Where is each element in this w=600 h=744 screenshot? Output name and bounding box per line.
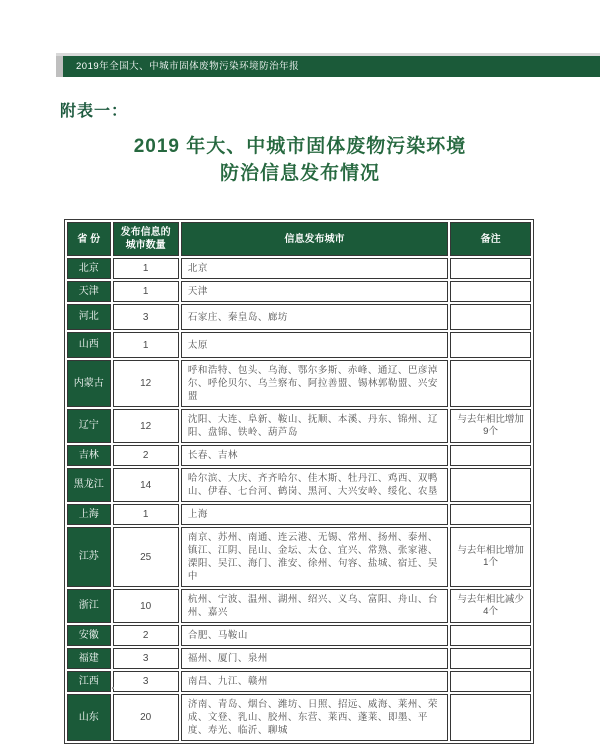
cities-cell: 福州、厦门、泉州 xyxy=(181,648,448,669)
province-cell: 河北 xyxy=(67,304,111,330)
cities-cell: 南京、苏州、南通、连云港、无锡、常州、扬州、泰州、镇江、江阴、昆山、金坛、太仓、宜兴、常熟、张家港、溧阳、吴江、海门、淮安、徐州、句容、盐城、宿迁、吴中 xyxy=(181,527,448,587)
col-header-count: 发布信息的城市数量 xyxy=(113,222,179,256)
table-row xyxy=(67,625,531,646)
cities-cell: 杭州、宁波、温州、湖州、绍兴、义乌、富阳、舟山、台州、嘉兴 xyxy=(181,589,448,623)
remark-cell xyxy=(450,304,531,330)
count-cell: 2 xyxy=(113,625,179,646)
table-row xyxy=(67,527,531,587)
province-cell: 黑龙江 xyxy=(67,468,111,502)
province-cell: 辽宁 xyxy=(67,409,111,443)
count-cell: 25 xyxy=(113,527,179,587)
cities-cell: 沈阳、大连、阜新、鞍山、抚顺、本溪、丹东、锦州、辽阳、盘锦、铁岭、葫芦岛 xyxy=(181,409,448,443)
count-cell: 1 xyxy=(113,281,179,302)
count-cell: 1 xyxy=(113,332,179,358)
count-cell: 12 xyxy=(113,360,179,407)
publication-table xyxy=(64,219,534,744)
remark-cell xyxy=(450,625,531,646)
province-cell: 江苏 xyxy=(67,527,111,587)
count-cell: 2 xyxy=(113,445,179,466)
province-cell: 安徽 xyxy=(67,625,111,646)
province-cell: 天津 xyxy=(67,281,111,302)
count-cell: 1 xyxy=(113,258,179,279)
table-row xyxy=(67,304,531,330)
remark-cell xyxy=(450,648,531,669)
table-row xyxy=(67,671,531,692)
count-cell: 10 xyxy=(113,589,179,623)
province-cell: 北京 xyxy=(67,258,111,279)
publication-table-wrap xyxy=(64,219,534,744)
cities-cell: 北京 xyxy=(181,258,448,279)
remark-cell: 与去年相比增加9个 xyxy=(450,409,531,443)
table-row xyxy=(67,409,531,443)
province-cell: 山东 xyxy=(67,694,111,741)
banner-text: 2019年全国大、中城市固体废物污染环境防治年报 xyxy=(76,61,300,72)
table-row xyxy=(67,332,531,358)
count-cell: 3 xyxy=(113,671,179,692)
col-header-province: 省 份 xyxy=(67,222,111,256)
table-row xyxy=(67,589,531,623)
remark-cell xyxy=(450,694,531,741)
province-cell: 上海 xyxy=(67,504,111,525)
scan-artifact-dot xyxy=(112,687,114,689)
table-row xyxy=(67,648,531,669)
page-title-line2: 防治信息发布情况 xyxy=(219,163,380,184)
province-cell: 吉林 xyxy=(67,445,111,466)
remark-cell xyxy=(450,360,531,407)
table-row xyxy=(67,258,531,279)
annex-label: 附表一： xyxy=(60,103,129,120)
table-row xyxy=(67,445,531,466)
remark-cell: 与去年相比增加1个 xyxy=(450,527,531,587)
remark-cell xyxy=(450,258,531,279)
province-cell: 浙江 xyxy=(67,589,111,623)
report-banner xyxy=(63,56,600,77)
banner-left-tab xyxy=(56,56,63,77)
count-cell: 3 xyxy=(113,648,179,669)
count-cell: 12 xyxy=(113,409,179,443)
cities-cell: 哈尔滨、大庆、齐齐哈尔、佳木斯、牡丹江、鸡西、双鸭山、伊春、七台河、鹤岗、黑河、大兴安岭、绥化、农垦 xyxy=(181,468,448,502)
cities-cell: 合肥、马鞍山 xyxy=(181,625,448,646)
cities-cell: 南昌、九江、赣州 xyxy=(181,671,448,692)
count-cell: 3 xyxy=(113,304,179,330)
remark-cell: 与去年相比减少4个 xyxy=(450,589,531,623)
province-cell: 山西 xyxy=(67,332,111,358)
col-header-remark: 备注 xyxy=(450,222,531,256)
province-cell: 福建 xyxy=(67,648,111,669)
table-row xyxy=(67,468,531,502)
cities-cell: 长春、吉林 xyxy=(181,445,448,466)
cities-cell: 太原 xyxy=(181,332,448,358)
table-body xyxy=(67,258,531,741)
province-cell: 江西 xyxy=(67,671,111,692)
table-row xyxy=(67,281,531,302)
count-cell: 14 xyxy=(113,468,179,502)
remark-cell xyxy=(450,332,531,358)
cities-cell: 济南、青岛、烟台、潍坊、日照、招远、威海、莱州、荣成、文登、乳山、胶州、东营、莱西、蓬莱、即墨、平度、寿光、临沂、聊城 xyxy=(181,694,448,741)
remark-cell xyxy=(450,504,531,525)
page-title xyxy=(0,133,600,187)
table-row xyxy=(67,360,531,407)
table-header xyxy=(67,222,531,256)
cities-cell: 石家庄、秦皇岛、廊坊 xyxy=(181,304,448,330)
remark-cell xyxy=(450,445,531,466)
count-cell: 1 xyxy=(113,504,179,525)
col-header-cities: 信息发布城市 xyxy=(181,222,448,256)
province-cell: 内蒙古 xyxy=(67,360,111,407)
cities-cell: 呼和浩特、包头、乌海、鄂尔多斯、赤峰、通辽、巴彦淖尔、呼伦贝尔、乌兰察布、阿拉善盟、锡林郭勒盟、兴安盟 xyxy=(181,360,448,407)
page-title-line1: 2019 年大、中城市固体废物污染环境 xyxy=(133,136,467,157)
remark-cell xyxy=(450,671,531,692)
count-cell: 20 xyxy=(113,694,179,741)
remark-cell xyxy=(450,281,531,302)
remark-cell xyxy=(450,468,531,502)
cities-cell: 天津 xyxy=(181,281,448,302)
table-row xyxy=(67,504,531,525)
cities-cell: 上海 xyxy=(181,504,448,525)
table-row xyxy=(67,694,531,741)
